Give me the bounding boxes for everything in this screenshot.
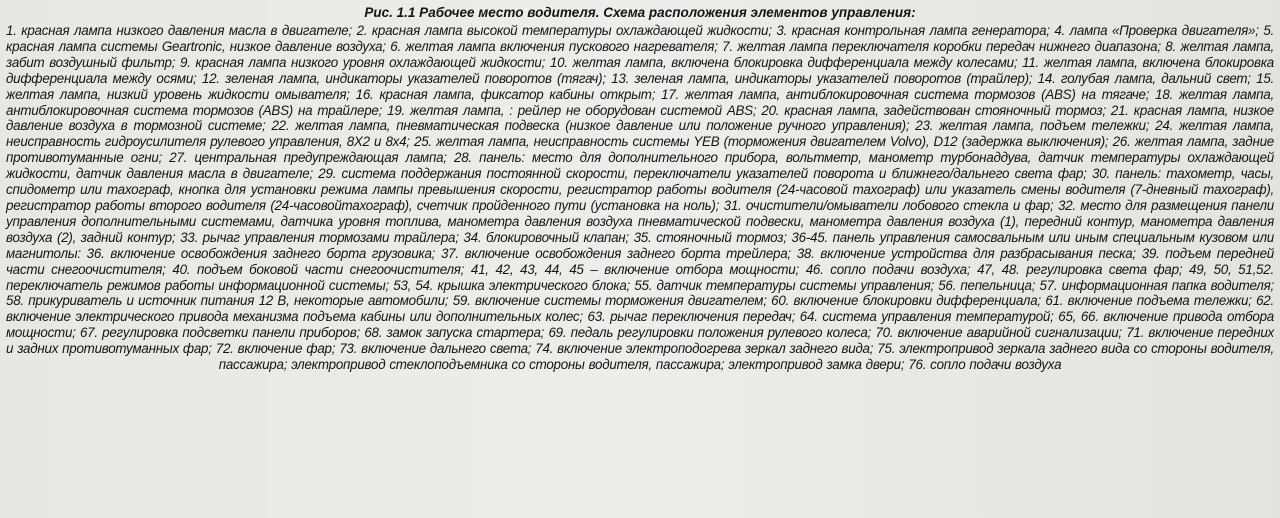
legend-item: 29. система поддержания постоянной скорости, переключатели указателей поворота и ближнего/дальнего света фар; [318,166,1087,182]
legend-item: 70. включение аварийной сигнализации; [875,325,1122,341]
legend-item: 62. включение электрического привода механизма подъема кабины или дополнительных колес; [6,293,1274,325]
legend-item: 58. прикуриватель и источник питания 12 В, некоторые автомобили; [6,293,449,309]
legend-item: 46. сопло подачи воздуха; [805,261,971,277]
legend-item: 64. система управления температурой; [799,309,1054,325]
legend-item: 32. место для размещения панели управления дополнительными системами, датчика уровня топлива, манометра давления воздуха пневматической подвески, манометра давления воздуха (1), передний контур, манометра давления воздуха (2), задний контур; [6,197,1274,245]
legend-item: 76. сопло подачи воздуха [908,357,1062,373]
legend-item: 15. желтая лампа, низкий уровень жидкости омывателя; [6,70,1275,102]
legend-item: 37. включение освобождения заднего борта трейлера; [440,245,791,261]
legend-item: 55. датчик температуры системы управления; [634,277,934,293]
legend-item: 49, 50, 51,52. переключатель режимов работы информационной системы; [6,261,1274,293]
legend-item: 16. красная лампа, фиксатор кабины открыт; [355,86,656,102]
legend-item: 17. желтая лампа, антиблокировочная система тормозов (ABS) на тягаче; [661,86,1150,102]
legend-item: 75. электропривод зеркала заднего вида со стороны водителя, пассажира; электропривод стеклоподъемника со стороны водителя, пассажира; электропривод замка двери; [218,341,1274,373]
legend-item: 7. желтая лампа переключателя коробки передач нижнего диапазона; [722,38,1161,54]
legend-item: 5. красная лампа системы Geartronic, низкое давление воздуха; [6,23,1274,54]
legend-item: 68. замок запуска стартера; [364,325,545,341]
legend-item: 72. включение фар; [215,341,336,357]
legend-item: 25. желтая лампа, неисправность системы YEB (торможения двигателем Volvo), D12 (задержка выключения); [414,134,1109,150]
legend-item: 35. стояночный тормоз; [633,229,787,245]
legend-item: 12. зеленая лампа, индикаторы указателей поворотов (тягач); [201,70,606,86]
legend-item: 30. панель: тахометр, часы, спидометр или тахограф, кнопка для установки режима лампы превышения скорости, регистратор работы водителя (24-часовой тахограф) или указатель смены водителя (7-дневный тахограф), регистратор работы второго водителя (24-часовойтахограф), счетчик пройденного пути (установка на ноль); [6,166,1274,213]
legend-item: 1. красная лампа низкого давления масла в двигателе; [6,23,352,38]
legend-item: 67. регулировка подсветки панели приборов; [79,325,360,341]
legend-item: 11. желтая лампа, включена блокировка дифференциала между осями; [6,54,1274,86]
legend-item: 36. включение освобождения заднего борта грузовика; [86,245,436,261]
legend-item: 56. пепельница; [938,277,1036,293]
legend-item: 47, 48. регулировка света фар; [977,261,1183,277]
figure-caption: Рис. 1.1 Рабочее место водителя. Схема расположения элементов управления: [364,5,916,20]
legend-item: 19. желтая лампа, : рейлер не оборудован системой ABS; [387,102,757,118]
legend-item: 74. включение электроподогрева зеркал заднего вида; [535,341,874,357]
legend-item: 61. включение подъема тележки; [1045,293,1252,309]
legend-item: 36-45. панель управления самосвальным или иным специальным кузовом или магнитолы: [6,229,1274,261]
legend-item: 71. включение передних и задних противотуманных фар; [6,325,1274,357]
legend-item: 9. красная лампа низкого уровня охлаждающей жидкости; [180,54,546,70]
legend-item: 69. педаль регулировки положения рулевого колеса; [548,325,872,341]
legend-item: 13. зеленая лампа, индикаторы указателей поворотов (трайлер); [611,70,1033,86]
legend-item: 2. красная лампа высокой температуры охлаждающей жидкости; [356,23,772,38]
legend-item: 6. желтая лампа включения пускового нагревателя; [390,38,718,54]
legend-item: 20. красная лампа, задействован стояночный тормоз; [761,102,1106,118]
legend-item: 65, 66. включение привода отбора мощности; [6,309,1274,341]
legend-item: 23. желтая лампа, подъем тележки; [915,118,1150,134]
legend-item: 3. красная контрольная лампа генератора; [776,23,1050,38]
legend-item: 31. очистители/омыватели лобового стекла и фар; [723,197,1054,213]
figure-legend [6,23,1274,373]
legend-item: 27. центральная предупреждающая лампа; [169,150,447,166]
legend-item: 59. включение системы торможения двигателем; [452,293,767,309]
legend-item: 28. панель: место для дополнительного прибора, вольтметр, манометр турбонаддува, датчик температуры охлаждающей жидкости, датчик давления масла в двигателе; [6,150,1274,182]
legend-item: 10. желтая лампа, включена блокировка дифференциала между колесами; [549,54,1018,70]
legend-item: 24. желтая лампа, неисправность гидроусилителя рулевого управления, 8X2 и 8x4; [6,118,1274,150]
legend-item: 39. подъем передней части снегоочистителя; [6,245,1274,277]
legend-item: 4. лампа «Проверка двигателя»; [1054,23,1259,38]
legend-item: 41, 42, 43, 44, 45 – включение отбора мощности; [470,261,799,277]
legend-item: 8. желтая лампа, забит воздушный фильтр; [6,38,1274,70]
legend-item: 18. желтая лампа, антиблокировочная система тормозов (ABS) на трайлере; [6,86,1274,118]
legend-item: 60. включение блокировки дифференциала; [771,293,1041,309]
legend-item: 34. блокировочный клапан; [463,229,629,245]
legend-item: 53, 54. крышка электрического блока; [393,277,631,293]
legend-item: 38. включение устройства для разбрасывания песка; [796,245,1136,261]
legend-item: 14. голубая лампа, дальний свет; [1037,70,1251,86]
legend-item: 22. желтая лампа, пневматическая подвеска (низкое давление или положение ручного управления); [271,118,910,134]
legend-item: 73. включение дальнего света; [339,341,532,357]
legend-item: 21. красная лампа, низкое давление воздуха в тормозной системе; [6,102,1274,134]
legend-item: 26. желтая лампа, задние противотуманные огни; [6,134,1274,166]
legend-item: 57. информационная папка водителя; [1039,277,1274,293]
legend-item: 33. рычаг управления тормозами трайлера; [180,229,459,245]
legend-item: 40. подъем боковой части снегоочистителя; [172,261,465,277]
legend-item: 63. рычаг переключения передач; [587,309,796,325]
